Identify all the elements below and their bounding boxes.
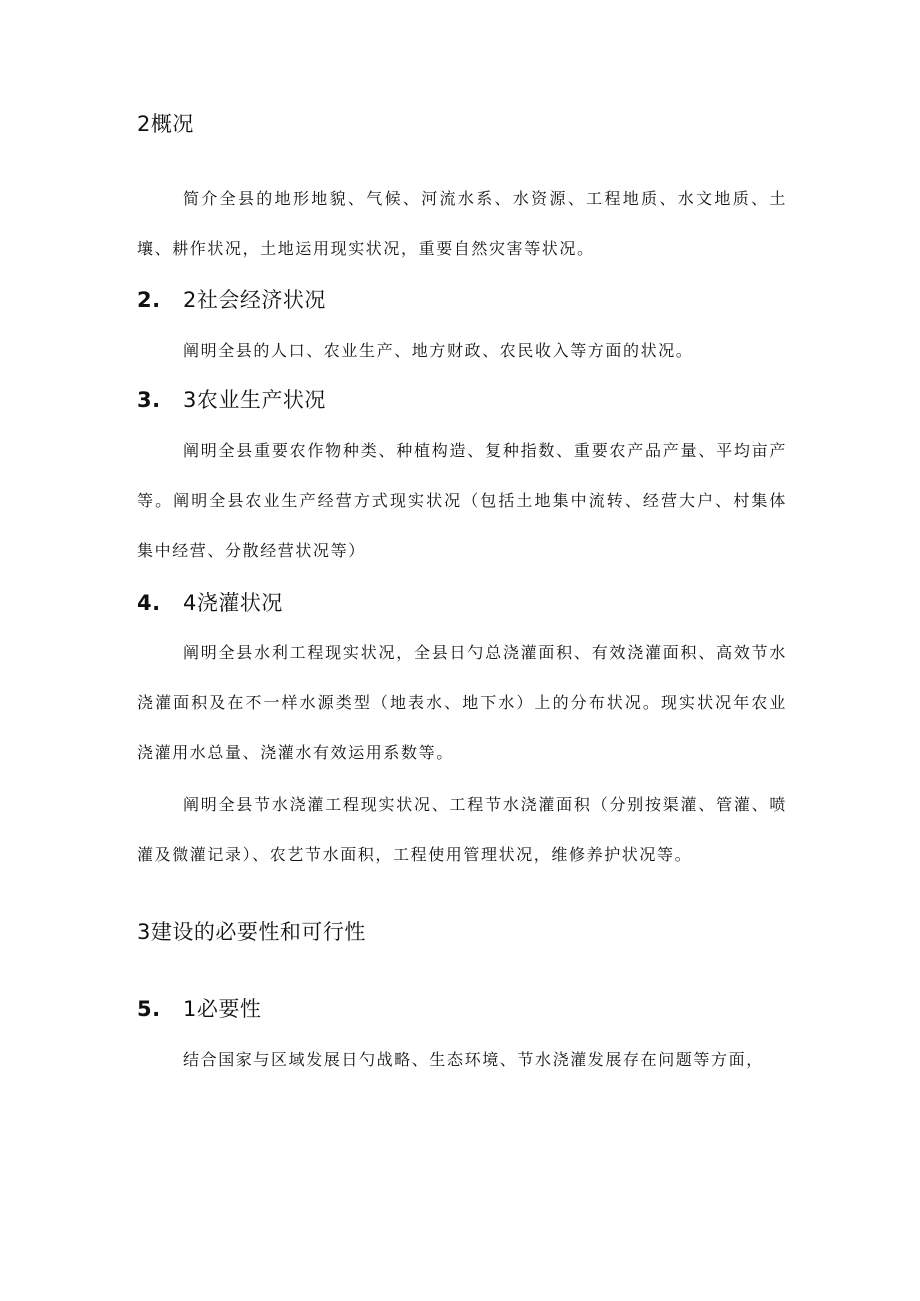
heading-text: 1必要性 <box>183 997 262 1021</box>
heading-text: 3农业生产状况 <box>183 388 326 412</box>
paragraph-irrigation-1: 阐明全县水利工程现实状况，全县日勺总浇灌面积、有效浇灌面积、高效节水浇灌面积及在不一样水源类型（地表水、地下水）上的分布状况。现实状况年农业浇灌用水总量、浇灌水有效运用系数等。 <box>137 643 787 762</box>
heading-social-economy <box>137 286 326 314</box>
paragraph-overview: 简介全县的地形地貌、气候、河流水系、水资源、工程地质、水文地质、土壤、耕作状况，土地运用现实状况，重要自然灾害等状况。 <box>137 189 787 258</box>
heading-irrigation <box>137 589 283 617</box>
heading-number: 3. <box>137 388 161 412</box>
heading-necessity-feasibility <box>137 918 366 946</box>
heading-agriculture <box>137 386 326 414</box>
heading-number: 4. <box>137 591 161 615</box>
heading-text: 4浇灌状况 <box>183 591 283 615</box>
heading-text: 3建设的必要性和可行性 <box>137 920 366 944</box>
heading-overview-text: 2概况 <box>137 112 194 136</box>
heading-text: 2社会经济状况 <box>183 288 326 312</box>
paragraph-irrigation-2: 阐明全县节水浇灌工程现实状况、工程节水浇灌面积（分别按渠灌、管灌、喷灌及微灌记录）、农艺节水面积，工程使用管理状况，维修养护状况等。 <box>137 795 787 864</box>
paragraph-necessity: 结合国家与区域发展日勺战略、生态环境、节水浇灌发展存在问题等方面， <box>183 1050 764 1069</box>
heading-overview <box>137 110 194 138</box>
heading-number: 5. <box>137 997 161 1021</box>
paragraph-social-economy: 阐明全县的人口、农业生产、地方财政、农民收入等方面的状况。 <box>183 341 694 360</box>
heading-number: 2. <box>137 288 161 312</box>
paragraph-agriculture: 阐明全县重要农作物种类、种植构造、复种指数、重要农产品产量、平均亩产等。阐明全县农业生产经营方式现实状况（包括土地集中流转、经营大户、村集体集中经营、分散经营状况等） <box>137 441 787 560</box>
heading-necessity <box>137 995 261 1023</box>
